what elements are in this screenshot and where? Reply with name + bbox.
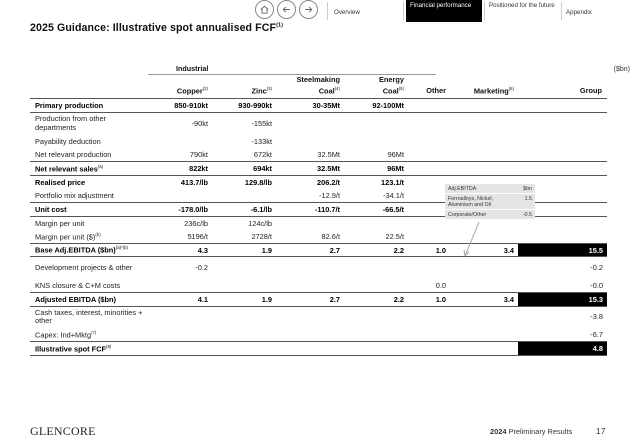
table-cell [276, 216, 344, 230]
table-cell: 4.1 [148, 293, 212, 307]
table-cell [408, 230, 450, 244]
table-cell [408, 306, 450, 328]
table-cell [518, 99, 607, 113]
header-energy-coal: Energy Coal$^{(5)}$ [344, 76, 408, 99]
table-cell: 96Mt [387, 150, 404, 160]
table-cell [408, 203, 450, 217]
table-row [30, 148, 607, 162]
glencore-logo: GLENCORE [30, 424, 96, 438]
page-title-text: 2025 Guidance: Illustrative spot annualised FCF [30, 22, 277, 34]
nav-divider [403, 2, 404, 20]
table-cell: 1.0 [408, 293, 450, 307]
table-cell: 2.2 [344, 243, 408, 257]
table-cell: 790kt [189, 150, 208, 160]
table-row [30, 99, 607, 113]
industrial-group-label: Industrial [176, 64, 209, 73]
table-cell [344, 257, 408, 279]
row-label: Realised price [30, 175, 148, 189]
table-cell [344, 113, 408, 135]
table-cell: 413.7/lb [148, 175, 212, 189]
table-cell [408, 135, 450, 149]
table-cell [344, 342, 408, 356]
table-cell [518, 135, 607, 149]
table-cell [148, 306, 212, 328]
table-cell [148, 342, 212, 356]
table-cell: -0.2 [518, 257, 607, 279]
row-label: Production from other departments [30, 113, 148, 135]
other-breakdown-callout [445, 184, 535, 220]
table-cell: -155kt [212, 113, 276, 135]
row-label: Development projects & other [30, 257, 148, 279]
table-cell: 236c/lb [148, 216, 212, 230]
callout-row: Corporate/Other -0.5 [445, 210, 535, 220]
table-cell: 850-910kt [174, 101, 208, 111]
table-cell: 3.4 [450, 243, 518, 257]
row-label: Cash taxes, interest, minorities + other [30, 306, 148, 328]
table-cell [276, 135, 344, 149]
table-cell [408, 148, 450, 162]
table-cell: 2728/t [251, 231, 272, 241]
title-footnote: (1) [276, 22, 284, 29]
home-icon[interactable] [255, 0, 274, 19]
row-label: Margin per unit ($)$^{(b)}$ [35, 231, 101, 241]
table-cell [212, 342, 276, 356]
table-cell [344, 306, 408, 328]
table-cell [450, 162, 518, 176]
table-cell: 2.2 [344, 293, 408, 307]
table-cell [408, 328, 450, 342]
tab-positioned-for-the-future[interactable]: Positioned for the future [489, 2, 555, 9]
table-row [30, 135, 607, 149]
table-cell [518, 230, 607, 244]
footer-report-title: 2024 Preliminary Results [490, 427, 573, 436]
table-cell [518, 113, 607, 135]
callout-row: Ferroalloys, Nickel, Aluminium and Oil 1.5 [445, 194, 535, 210]
nav-divider [327, 2, 328, 20]
table-cell: 124c/lb [212, 216, 276, 230]
table-cell: 1.9 [212, 293, 276, 307]
table-cell [450, 279, 518, 293]
table-cell [148, 135, 212, 149]
table-cell [450, 113, 518, 135]
table-cell [276, 328, 344, 342]
table-cell [518, 162, 607, 176]
callout-arrow-icon [455, 220, 485, 262]
top-navigation [250, 0, 640, 22]
table-cell [450, 306, 518, 328]
table-row [30, 306, 607, 328]
page-title [30, 22, 283, 34]
table-row [30, 113, 607, 135]
header-steelmaking-coal: Steelmaking Coal$^{(4)}$ [276, 76, 344, 99]
table-cell [212, 257, 276, 279]
row-label: KNS closure & C+M costs [35, 280, 121, 290]
table-cell: 5196/t [187, 231, 208, 241]
table-cell [408, 99, 450, 113]
row-label: Primary production [35, 101, 104, 111]
page-number: 17 [596, 426, 606, 436]
table-cell [276, 306, 344, 328]
table-cell: 206.2/t [276, 175, 344, 189]
header-zinc: Zinc$^{(3)}$ [212, 76, 276, 99]
table-cell [276, 342, 344, 356]
table-cell: 0.0 [435, 280, 446, 290]
table-cell [212, 306, 276, 328]
table-cell: 930-990kt [238, 101, 272, 111]
table-cell: 1.9 [212, 243, 276, 257]
tab-overview[interactable]: Overview [334, 9, 360, 16]
table-cell [148, 189, 212, 203]
table-row [30, 162, 607, 176]
table-row [30, 257, 607, 279]
table-cell: 96Mt [344, 162, 408, 176]
table-cell: 1.0 [408, 243, 450, 257]
table-cell [344, 328, 408, 342]
table-cell: -6.7 [590, 330, 603, 340]
table-cell: 694kt [212, 162, 276, 176]
table-header-row [30, 76, 607, 99]
table-cell [212, 189, 276, 203]
table-cell: 22.5/t [385, 231, 404, 241]
table-cell: 123.1/t [344, 175, 408, 189]
callout-row: Adj.EBITDA $bn [445, 184, 535, 194]
table-cell [450, 328, 518, 342]
table-cell [408, 113, 450, 135]
row-label: Portfolio mix adjustment [35, 190, 114, 200]
table-row [30, 293, 607, 307]
table-cell: 4.8 [518, 342, 607, 356]
table-cell [148, 328, 212, 342]
forward-arrow-icon[interactable] [299, 0, 318, 19]
header-blank [30, 76, 148, 99]
table-cell [450, 99, 518, 113]
table-cell [148, 279, 212, 293]
table-cell: 92-100Mt [372, 101, 404, 111]
row-label: Payability deduction [35, 136, 101, 146]
table-cell: 129.8/lb [212, 175, 276, 189]
back-arrow-icon[interactable] [277, 0, 296, 19]
table-cell: -0.0 [590, 280, 603, 290]
table-row [30, 230, 607, 244]
row-label: Illustrative spot FCF$^{(8)}$ [30, 342, 148, 356]
table-cell: -90kt [148, 113, 212, 135]
table-cell: -12.9/t [319, 190, 340, 200]
row-label: Margin per unit [30, 216, 148, 230]
table-cell: 30-35Mt [312, 101, 340, 111]
table-cell [344, 135, 408, 149]
table-cell [276, 279, 344, 293]
table-cell: 32.5Mt [317, 150, 340, 160]
table-cell [212, 279, 276, 293]
table-cell [450, 135, 518, 149]
table-cell: -34.1/t [383, 190, 404, 200]
table-row [30, 279, 607, 293]
table-row [30, 328, 607, 342]
table-cell [408, 216, 450, 230]
table-cell: 32.5Mt [276, 162, 344, 176]
table-cell [408, 257, 450, 279]
table-cell: 2.7 [276, 243, 344, 257]
table-cell: -178.0/lb [148, 203, 212, 217]
table-cell: -3.8 [518, 306, 607, 328]
table-row [30, 342, 607, 356]
row-label: Unit cost [30, 203, 148, 217]
table-cell: -110.7/t [276, 203, 344, 217]
table-cell: 822kt [148, 162, 212, 176]
header-copper: Copper$^{(2)}$ [148, 76, 212, 99]
table-cell [212, 328, 276, 342]
row-label: Base Adj.EBITDA ($bn)$^{(a)*(b)}$ [30, 243, 148, 257]
table-cell: 672kt [253, 150, 272, 160]
table-cell: -133kt [251, 136, 272, 146]
table-cell [408, 162, 450, 176]
table-cell: -66.5/t [344, 203, 408, 217]
table-cell: -6.1/lb [212, 203, 276, 217]
row-label: Net relevant production [35, 150, 112, 160]
table-cell [344, 216, 408, 230]
tab-appendix[interactable]: Appendix [566, 9, 592, 16]
table-cell: 15.5 [518, 243, 607, 257]
table-cell [408, 175, 450, 189]
table-cell: 82.6/t [321, 231, 340, 241]
table-cell [450, 342, 518, 356]
units-label: ($bn) [613, 66, 630, 73]
table-cell [276, 113, 344, 135]
tab-financial-performance[interactable]: Financial performance [406, 0, 482, 22]
header-group: Group [518, 76, 607, 99]
table-cell: 3.4 [450, 293, 518, 307]
table-cell [518, 148, 607, 162]
header-other: Other [408, 76, 450, 99]
header-marketing: Marketing$^{(6)}$ [450, 76, 518, 99]
row-label: Capex: Ind+Mktg$^{(7)}$ [35, 329, 97, 340]
table-cell [408, 342, 450, 356]
table-cell: 2.7 [276, 293, 344, 307]
table-cell: 15.3 [518, 293, 607, 307]
table-cell: -0.2 [148, 257, 212, 279]
table-cell [276, 257, 344, 279]
table-row [30, 243, 607, 257]
table-cell [344, 279, 408, 293]
table-cell: 4.3 [148, 243, 212, 257]
row-label: Net relevant sales$^{(a)}$ [30, 162, 148, 176]
table-cell [450, 148, 518, 162]
table-cell [408, 189, 450, 203]
row-label: Adjusted EBITDA ($bn) [30, 293, 148, 307]
